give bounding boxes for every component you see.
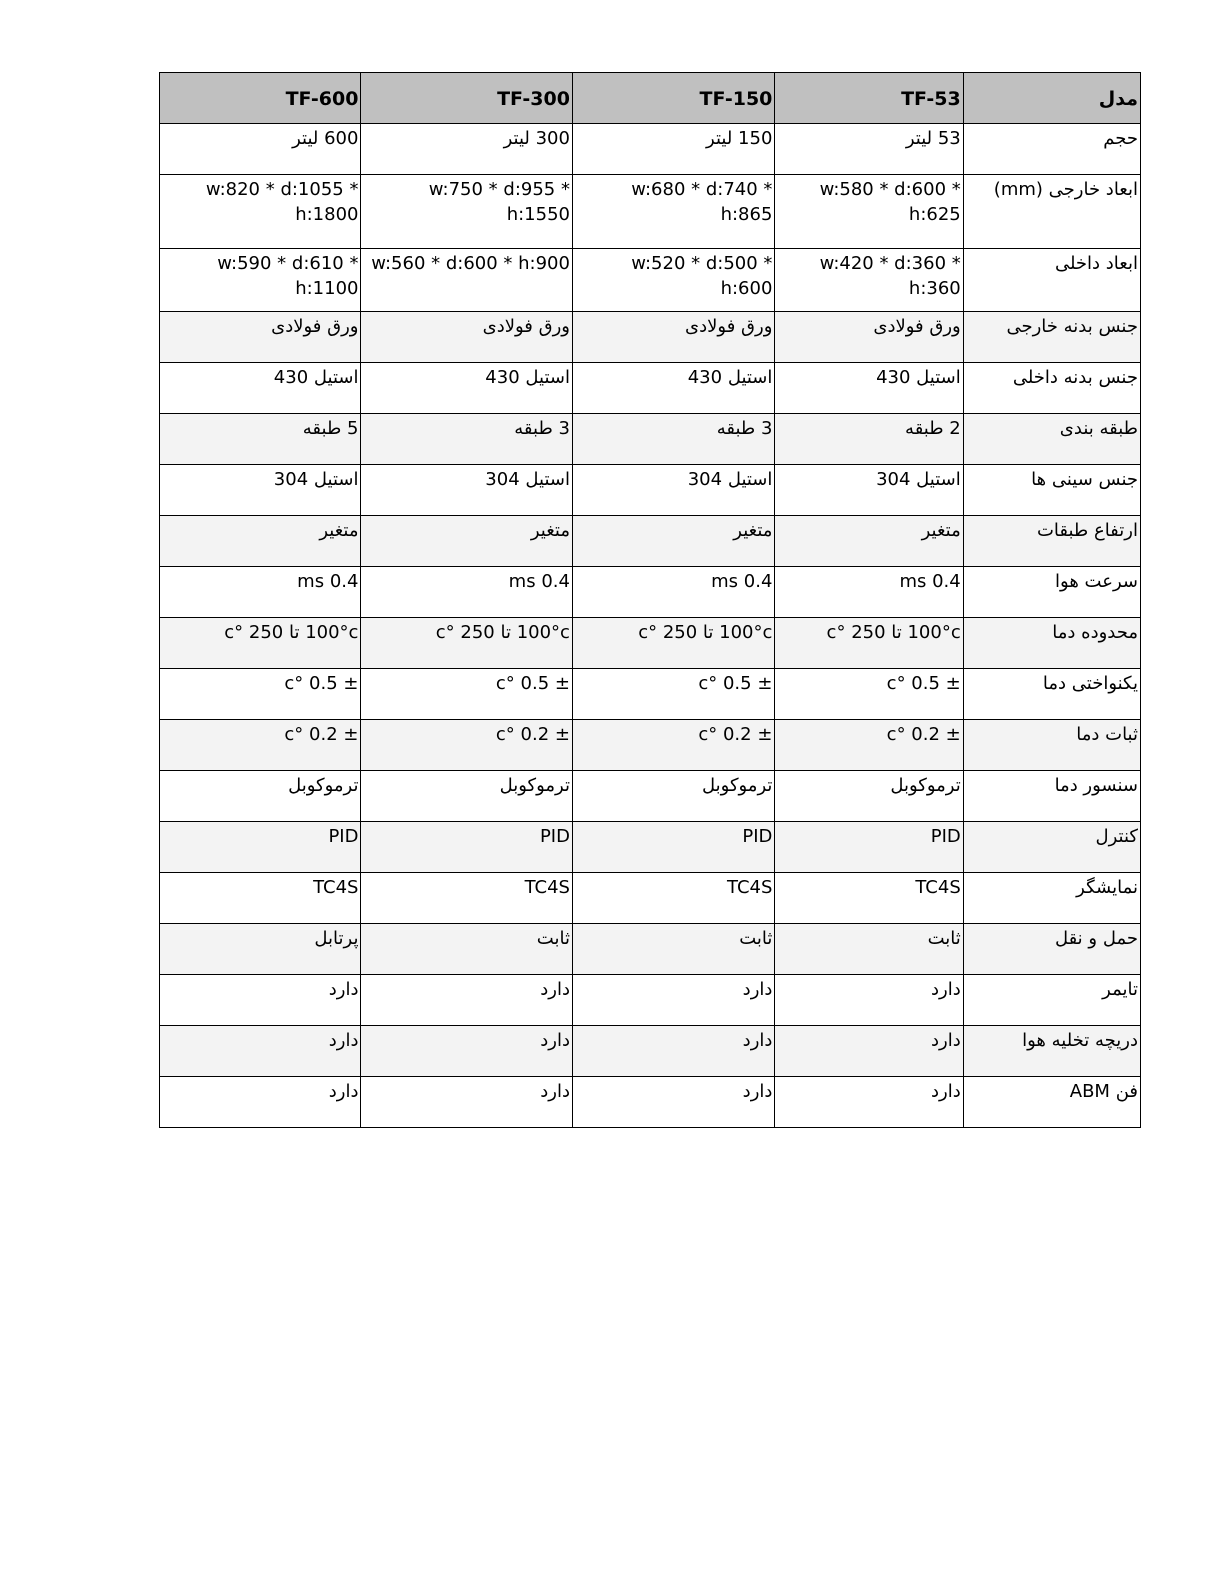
row-value: 0.4 ms: [775, 567, 963, 618]
row-label: حمل و نقل: [963, 924, 1140, 975]
row-value: 150 لیتر: [572, 124, 774, 175]
row-value: ترموکوبل: [160, 771, 361, 822]
row-value: 600 لیتر: [160, 124, 361, 175]
row-label: جنس سینی ها: [963, 465, 1140, 516]
row-value: استیل 430: [572, 363, 774, 414]
row-value: 100°c تا 250 °c: [572, 618, 774, 669]
table-row: [160, 516, 1141, 567]
table-row: [160, 1026, 1141, 1077]
row-value: متغیر: [361, 516, 573, 567]
row-value: [572, 175, 774, 249]
row-value: ± 0.2 °c: [361, 720, 573, 771]
row-value: دارد: [572, 1077, 774, 1128]
row-label: جنس بدنه خارجی: [963, 312, 1140, 363]
row-value: استیل 304: [572, 465, 774, 516]
row-value: استیل 430: [361, 363, 573, 414]
row-value: دارد: [160, 1077, 361, 1128]
row-label: دریچه تخلیه هوا: [963, 1026, 1140, 1077]
row-value: [572, 249, 774, 312]
row-value: ورق فولادی: [572, 312, 774, 363]
row-value: دارد: [572, 975, 774, 1026]
row-value: ثابت: [361, 924, 573, 975]
row-value: [160, 249, 361, 312]
dimension-value: w:820 * d:1055 * h:1800: [205, 179, 359, 225]
row-value: ± 0.5 °c: [775, 669, 963, 720]
row-value: دارد: [361, 1026, 573, 1077]
row-value: دارد: [572, 1026, 774, 1077]
table-row: [160, 175, 1141, 249]
row-value: ± 0.5 °c: [361, 669, 573, 720]
dimension-value: w:590 * d:610 * h:1100: [217, 253, 359, 299]
row-label: فن ABM: [963, 1077, 1140, 1128]
table-row: [160, 1077, 1141, 1128]
row-label: طبقه بندی: [963, 414, 1140, 465]
row-value: ورق فولادی: [361, 312, 573, 363]
table-row: [160, 618, 1141, 669]
row-value: دارد: [775, 1026, 963, 1077]
dimension-value: w:420 * d:360 * h:360: [819, 253, 961, 299]
row-label: محدوده دما: [963, 618, 1140, 669]
table-row: [160, 924, 1141, 975]
table-row: [160, 771, 1141, 822]
table-row: [160, 312, 1141, 363]
row-label: ابعاد خارجی (mm): [963, 175, 1140, 249]
table-row: [160, 975, 1141, 1026]
row-value: استیل 430: [160, 363, 361, 414]
row-value: ترموکوبل: [572, 771, 774, 822]
row-label: سرعت هوا: [963, 567, 1140, 618]
row-value: 53 لیتر: [775, 124, 963, 175]
row-value: ورق فولادی: [160, 312, 361, 363]
table-row: [160, 567, 1141, 618]
row-value: 100°c تا 250 °c: [775, 618, 963, 669]
row-value: 100°c تا 250 °c: [160, 618, 361, 669]
row-label: سنسور دما: [963, 771, 1140, 822]
table-row: [160, 363, 1141, 414]
row-value: [160, 175, 361, 249]
row-value: 100°c تا 250 °c: [361, 618, 573, 669]
header-model-tf300: TF-300: [361, 73, 573, 124]
table-row: [160, 720, 1141, 771]
row-value: دارد: [775, 975, 963, 1026]
row-value: دارد: [361, 1077, 573, 1128]
row-value: استیل 304: [160, 465, 361, 516]
row-value: [361, 249, 573, 312]
row-label: ثبات دما: [963, 720, 1140, 771]
row-value: ثابت: [775, 924, 963, 975]
row-value: [775, 249, 963, 312]
dimension-value: w:580 * d:600 * h:625: [819, 179, 961, 225]
row-value: ± 0.2 °c: [775, 720, 963, 771]
table-row: [160, 822, 1141, 873]
row-value: ثابت: [572, 924, 774, 975]
row-value: ± 0.2 °c: [572, 720, 774, 771]
row-value: 3 طبقه: [361, 414, 573, 465]
row-value: ± 0.5 °c: [572, 669, 774, 720]
row-value: 0.4 ms: [361, 567, 573, 618]
row-value: ± 0.2 °c: [160, 720, 361, 771]
row-label: ابعاد داخلی: [963, 249, 1140, 312]
row-value: دارد: [160, 975, 361, 1026]
header-model-tf53: TF-53: [775, 73, 963, 124]
header-model-tf600: TF-600: [160, 73, 361, 124]
row-value: 0.4 ms: [572, 567, 774, 618]
table-row: [160, 465, 1141, 516]
row-value: دارد: [160, 1026, 361, 1077]
row-label: کنترل: [963, 822, 1140, 873]
header-label: مدل: [963, 73, 1140, 124]
row-value: 300 لیتر: [361, 124, 573, 175]
row-value: PID: [361, 822, 573, 873]
row-value: متغیر: [160, 516, 361, 567]
table-row: [160, 249, 1141, 312]
row-value: PID: [775, 822, 963, 873]
row-value: TC4S: [572, 873, 774, 924]
row-value: [775, 175, 963, 249]
row-value: ترموکوبل: [775, 771, 963, 822]
table-row: [160, 873, 1141, 924]
header-row: [160, 73, 1141, 124]
dimension-value: w:520 * d:500 * h:600: [631, 253, 773, 299]
row-label: نمایشگر: [963, 873, 1140, 924]
row-value: دارد: [775, 1077, 963, 1128]
row-value: استیل 430: [775, 363, 963, 414]
dimension-value: w:680 * d:740 * h:865: [631, 179, 773, 225]
row-value: استیل 304: [775, 465, 963, 516]
row-value: 3 طبقه: [572, 414, 774, 465]
row-value: 5 طبقه: [160, 414, 361, 465]
row-label: جنس بدنه داخلی: [963, 363, 1140, 414]
table-row: [160, 414, 1141, 465]
dimension-value: w:560 * d:600 * h:900: [371, 253, 570, 274]
row-value: متغیر: [775, 516, 963, 567]
row-value: [361, 175, 573, 249]
row-label: یکنواختی دما: [963, 669, 1140, 720]
table-row: [160, 124, 1141, 175]
row-value: TC4S: [775, 873, 963, 924]
row-value: ± 0.5 °c: [160, 669, 361, 720]
row-label: تایمر: [963, 975, 1140, 1026]
row-value: PID: [572, 822, 774, 873]
row-value: ترموکوبل: [361, 771, 573, 822]
spec-table: [159, 72, 1141, 1128]
table-row: [160, 669, 1141, 720]
row-value: متغیر: [572, 516, 774, 567]
row-value: استیل 304: [361, 465, 573, 516]
row-value: ورق فولادی: [775, 312, 963, 363]
row-value: 0.4 ms: [160, 567, 361, 618]
header-model-tf150: TF-150: [572, 73, 774, 124]
row-value: دارد: [361, 975, 573, 1026]
row-value: پرتابل: [160, 924, 361, 975]
dimension-value: w:750 * d:955 * h:1550: [428, 179, 570, 225]
row-label: حجم: [963, 124, 1140, 175]
row-label: ارتفاع طبقات: [963, 516, 1140, 567]
row-value: TC4S: [160, 873, 361, 924]
row-value: PID: [160, 822, 361, 873]
row-value: 2 طبقه: [775, 414, 963, 465]
row-value: TC4S: [361, 873, 573, 924]
